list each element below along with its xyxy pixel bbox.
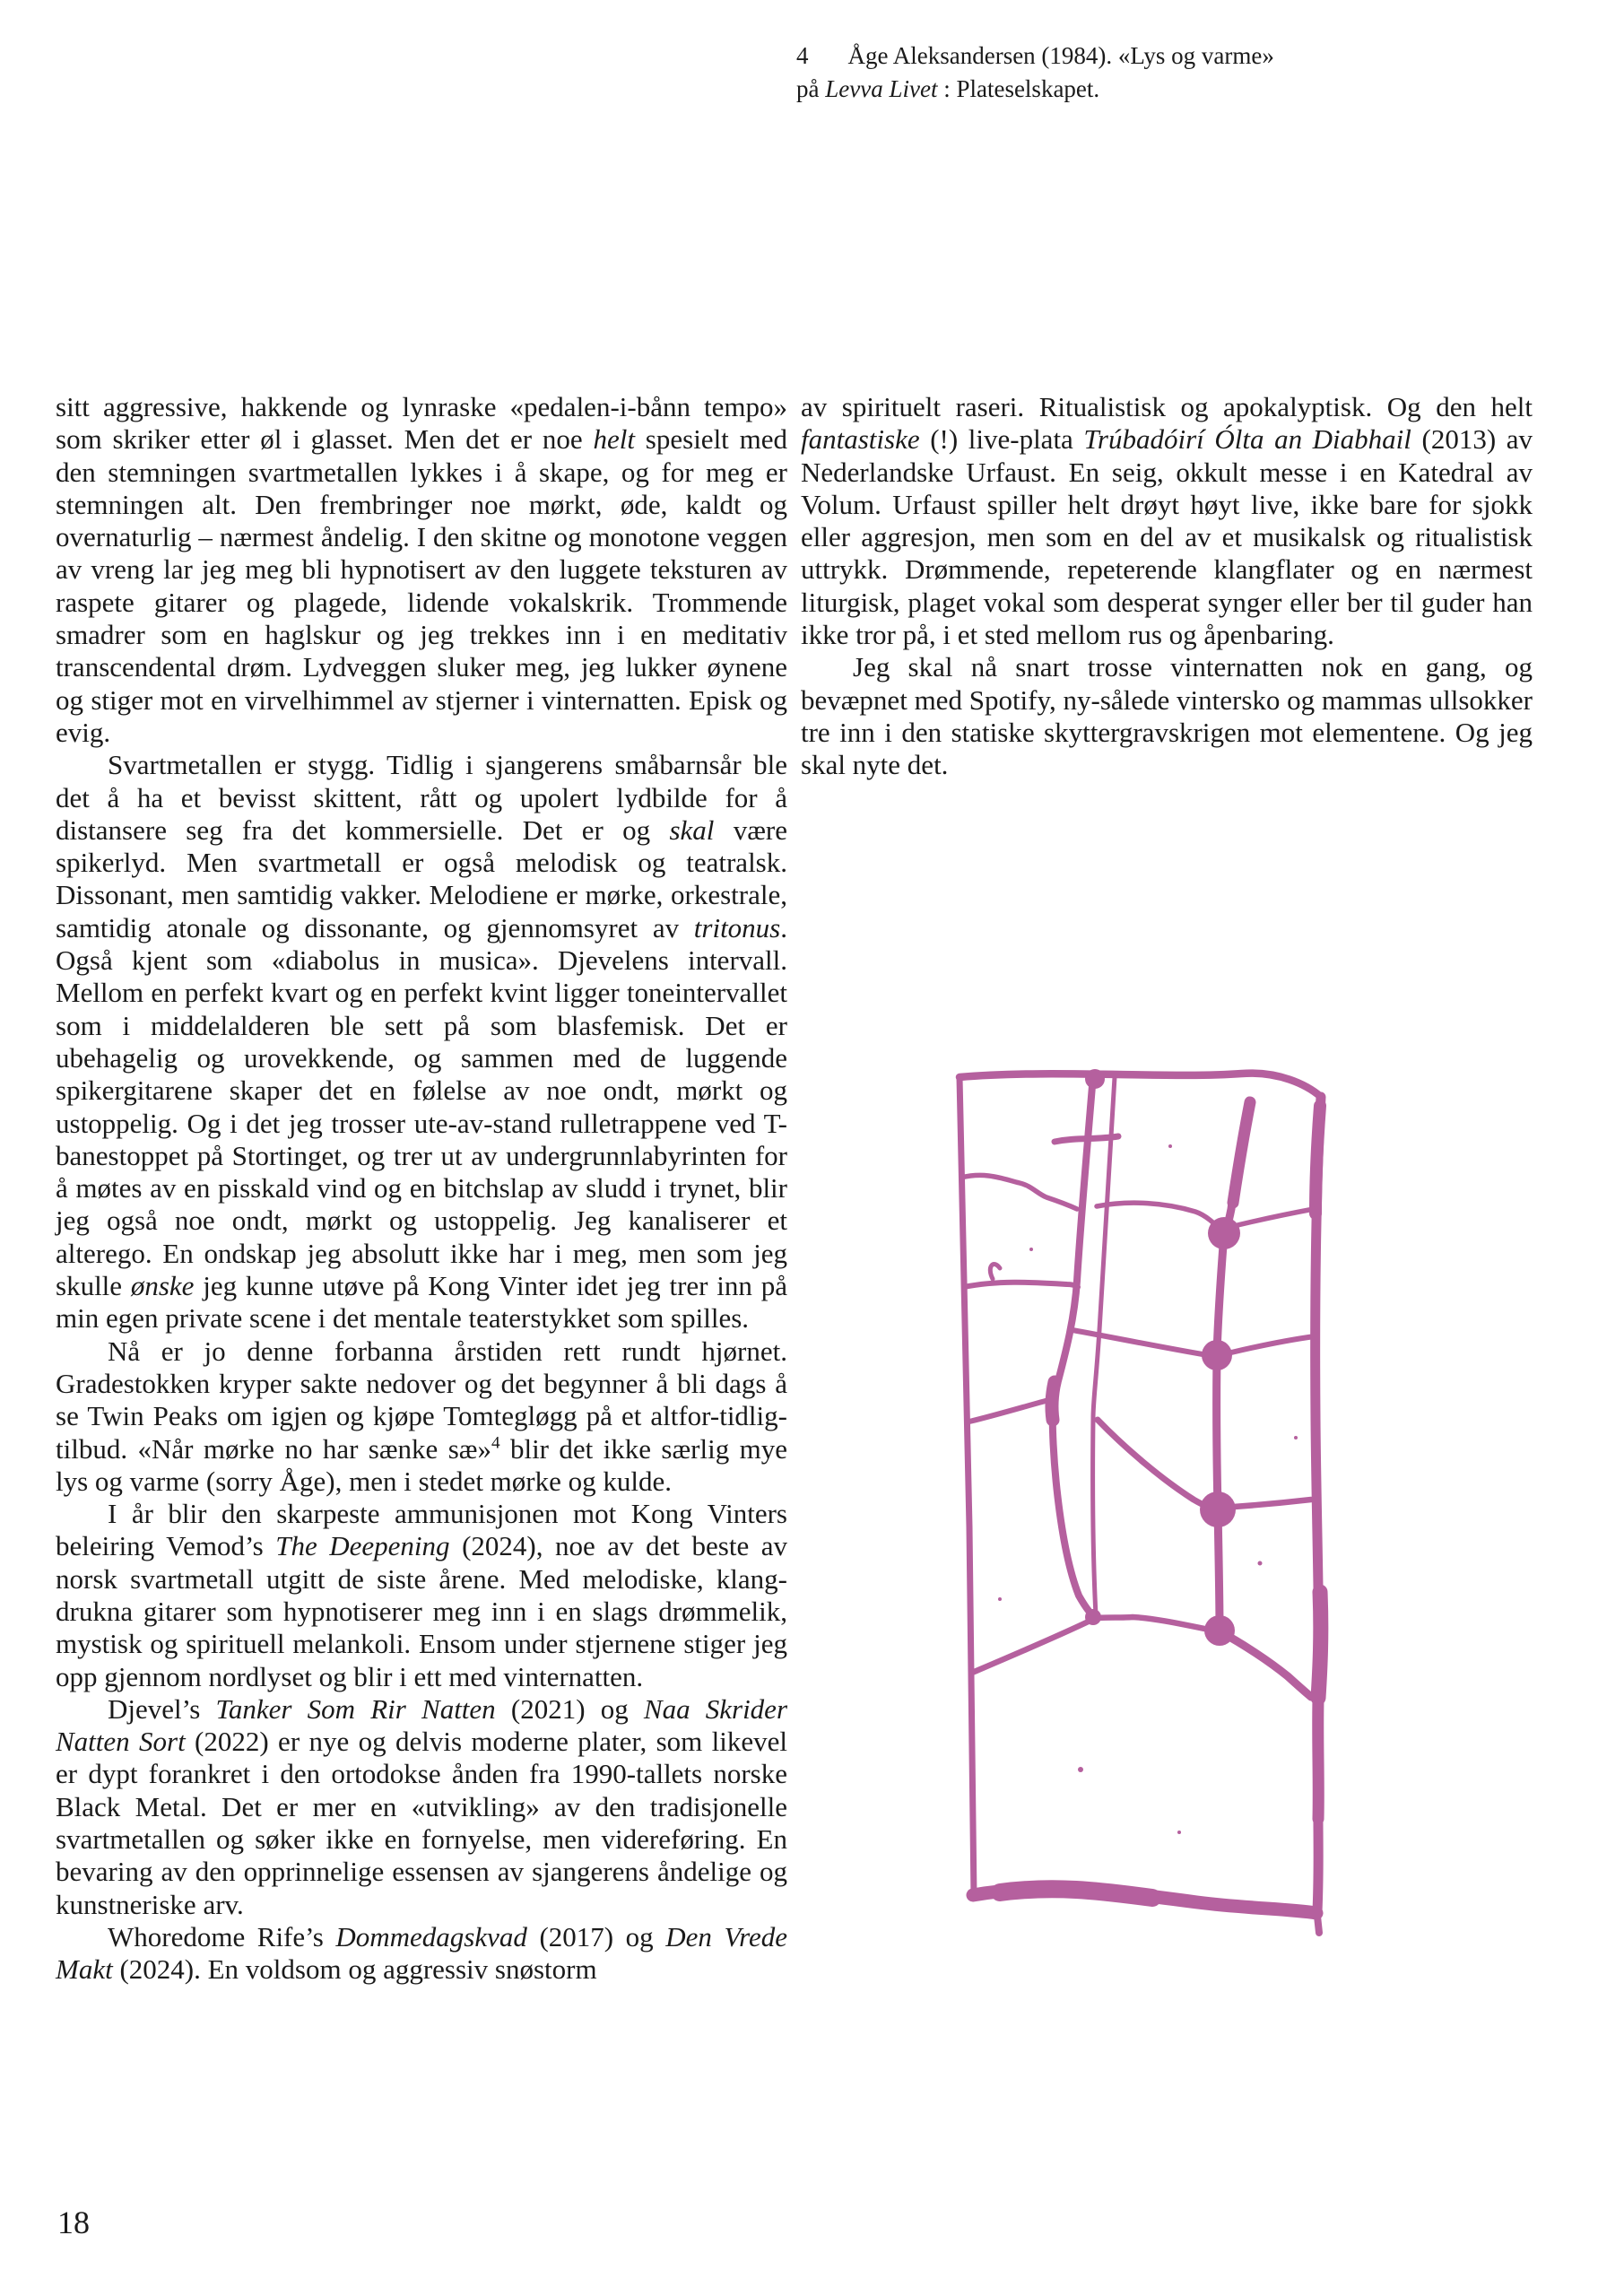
abstract-grid-illustration xyxy=(946,1061,1341,1949)
left-column xyxy=(56,391,787,1987)
illustration-nodes xyxy=(998,1069,1298,1834)
paragraph: Djevel’s Tanker Som Rir Natten (2021) og Naa Skrider Natten Sort (2022) er nye og delvis moderne plater, som likevel er dypt forankret i den ortodokse ånden fra 1990-tallets norske Black Metal. Det er mer en «utvikling» av den tradisjonelle svartmetallen og søker ikke en fornyelse, men videreføring. En bevaring av den opprinnelige essensen av sjangerens åndelige og kunstneriske arv. xyxy=(56,1692,788,1920)
footnote-header xyxy=(796,39,1370,106)
paragraph: sitt aggressive, hakkende og lynraske «pedalen-i-bånn tempo» som skriker etter øl i glasset. Men det er noe helt spesielt med den stemningen svartmetallen lykkes i å skape, og for meg er stemningen alt. Den frembringer noe mørkt, øde, kaldt og overnaturlig – nærmest åndelig. I den skitne og monotone veggen av vreng lar jeg meg bli hypnotisert av den luggete teksturen av raspete gitarer og plagede, lidende vokalskrik. Trommende smadrer som en haglskur og jeg trekkes inn i en meditativ transcendental drøm. Lydveggen sluker meg, jeg lukker øynene og stiger mot en virvelhimmel av stjerner i vinternatten. Episk og evig. xyxy=(56,391,787,748)
right-column xyxy=(801,391,1533,782)
paragraph: Whoredome Rife’s Dommedagskvad (2017) og Den Vrede Makt (2024). En voldsom og aggressiv snøstorm xyxy=(56,1920,788,1986)
paragraph: Nå er jo denne forbanna årstiden rett rundt hjørnet. Gradestokken kryper sakte nedover og det begynner å bli dags å se Twin Peaks om igjen og kjøpe Tomtegløgg på et altfor-tidlig-tilbud. «Når mørke no har sænke sæ»$^4$ blir det ikke særlig mye lys og varme (sorry Åge), men i stedet mørke og kulde. xyxy=(56,1335,787,1497)
paragraph: Jeg skal nå snart trosse vinternatten nok en gang, og bevæpnet med Spotify, ny-sålede vintersko og mammas ullsokker tre inn i den statiske skyttergravskrigen mot elementene. Og jeg skal nyte det. xyxy=(801,651,1533,781)
footnote-line-1: 4 Åge Aleksandersen (1984). «Lys og varme» xyxy=(796,42,1274,69)
paragraph: I år blir den skarpeste ammunisjonen mot Kong Vinters beleiring Vemod’s The Deepening (2024), noe av det beste av norsk svartmetall utgitt de siste årene. Med melodiske, klang-drukna gitarer som hypnotiserer meg inn i en slags drømmelik, mystisk og spirituell melankoli. Ensom under stjernene stiger jeg opp gjennom nordlyset og blir i ett med vinternatten. xyxy=(56,1498,788,1692)
paragraph: av spirituelt raseri. Ritualistisk og apokalyptisk. Og den helt fantastiske (!) live-plata Trúbadóirí Ólta an Diabhail (2013) av Nederlandske Urfaust. En seig, okkult messe i en Katedral av Volum. Urfaust spiller helt drøyt høyt live, ikke bare for sjokk eller aggresjon, men som en del av et musikalsk og ritualistisk uttrykk. Drømmende, repeterende klangflater og en nærmest liturgisk, plaget vokal som desperat synger eller ber til guder han ikke tror på, i et sted mellom rus og åpenbaring. xyxy=(801,391,1533,651)
illustration-grid-lines xyxy=(961,1075,1315,1697)
footnote-line-2: på Levva Livet : Plateselskapet. xyxy=(796,75,1100,102)
page-number: 18 xyxy=(57,2205,90,2240)
paragraph: Svartmetallen er stygg. Tidlig i sjangerens småbarnsår ble det å ha et bevisst skittent, rått og upolert lydbilde for å distansere seg fra det kommersielle. Det er og skal være spikerlyd. Men svartmetall er også melodisk og teatralsk. Dissonant, men samtidig vakker. Melodiene er mørke, orkestrale, samtidig atonale og dissonante, og gjennomsyret av tritonus. Også kjent som «diabolus in musica». Djevelens intervall. Mellom en perfekt kvart og en perfekt kvint ligger toneintervallet som i middelalderen ble sett på som blasfemisk. Det er ubehagelig og urovekkende, og sammen med de luggende spikergitarene skaper det en følelse av noe ondt, mørkt og ustoppelig. Og i det jeg trosser ute-av-stand rulletrappene ved T-banestoppet på Stortinget, og trer ut av undergrunnlabyrinten for å møtes av en pisskald vind og en bitchslap av sludd i trynet, blir jeg også noe ondt, mørkt og ustoppelig. Jeg kanaliserer et alterego. En ondskap jeg absolutt ikke har i meg, men som jeg skulle ønske jeg kunne utøve på Kong Vinter idet jeg trer inn på min egen private scene i det mentale teaterstykket som spilles. xyxy=(56,749,787,1335)
